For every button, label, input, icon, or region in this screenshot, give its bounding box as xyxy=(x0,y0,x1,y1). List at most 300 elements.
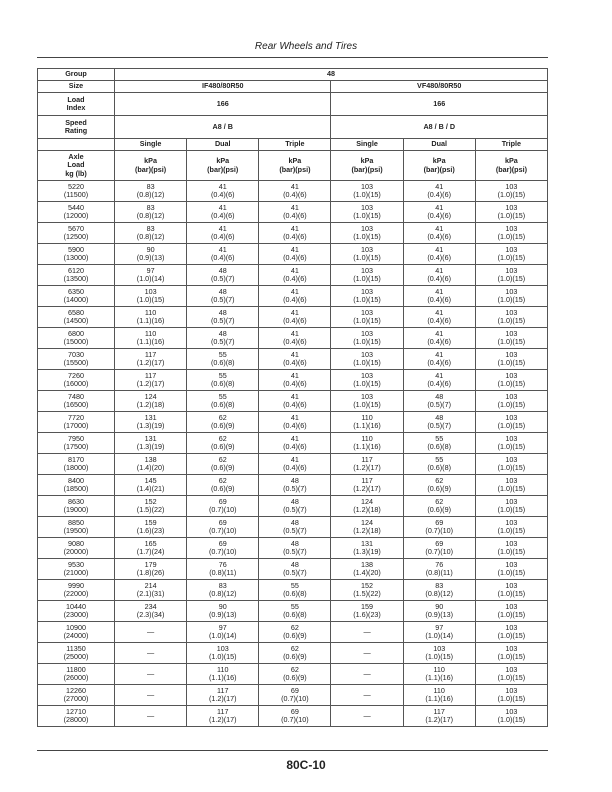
pressure-cell xyxy=(187,328,259,349)
pressure-cell xyxy=(115,517,187,538)
pressure-cell xyxy=(187,349,259,370)
pressure-bar-psi: (0.8)(11) xyxy=(425,568,453,577)
pressure-bar-psi: (2.3)(34) xyxy=(136,610,165,619)
pressure-bar-psi: (0.4)(6) xyxy=(283,337,307,346)
pressure-kpa: 103 xyxy=(361,328,374,338)
pressure-cell xyxy=(259,475,331,496)
pressure-kpa: 69 xyxy=(218,517,227,527)
pressure-bar-psi: (0.4)(6) xyxy=(283,295,307,304)
pressure-kpa: 103 xyxy=(505,244,518,254)
pressure-bar-psi: (0.4)(6) xyxy=(283,442,307,451)
pressure-kpa: 48 xyxy=(290,559,299,569)
pressure-cell xyxy=(259,202,331,223)
axle-load-cell xyxy=(38,286,115,307)
pressure-kpa: 41 xyxy=(435,265,444,275)
pressure-cell xyxy=(331,433,403,454)
pressure-cell xyxy=(475,685,547,706)
pressure-cell xyxy=(115,538,187,559)
pressure-bar-psi: (0.7)(10) xyxy=(425,526,453,535)
table-row xyxy=(38,223,548,244)
pressure-bar-psi: (1.1)(16) xyxy=(136,337,165,346)
pressure-cell xyxy=(187,433,259,454)
pressure-kpa: 97 xyxy=(218,622,227,632)
unit-row xyxy=(38,151,548,181)
pressure-cell xyxy=(259,223,331,244)
pressure-kpa: 41 xyxy=(435,370,444,380)
pressure-cell xyxy=(403,706,475,727)
pressure-kpa: 41 xyxy=(290,265,299,275)
pressure-bar-psi: (1.4)(20) xyxy=(136,463,165,472)
pressure-bar-psi: (0.5)(7) xyxy=(210,316,235,325)
pressure-bar-psi: (1.1)(16) xyxy=(353,442,381,451)
pressure-bar-psi: (1.2)(17) xyxy=(208,694,237,703)
group-label: Group xyxy=(38,69,115,81)
axle-load-cell xyxy=(38,538,115,559)
pressure-cell xyxy=(115,433,187,454)
pressure-kpa: 48 xyxy=(218,328,227,338)
pressure-kpa: 159 xyxy=(144,517,157,527)
axle-load-cell xyxy=(38,265,115,286)
config-header: Dual xyxy=(403,139,475,151)
axle-load-kg: 10440 xyxy=(66,601,86,611)
pressure-kpa: 76 xyxy=(218,559,227,569)
axle-load-kg: 5670 xyxy=(68,223,84,233)
pressure-kpa: 48 xyxy=(435,391,444,401)
pressure-cell xyxy=(259,538,331,559)
pressure-kpa: 41 xyxy=(290,412,299,422)
pressure-bar-psi: (0.6)(9) xyxy=(210,463,235,472)
pressure-kpa: 55 xyxy=(218,349,227,359)
pressure-cell xyxy=(115,559,187,580)
pressure-cell xyxy=(475,601,547,622)
pressure-kpa: 48 xyxy=(290,475,299,485)
pressure-cell xyxy=(115,286,187,307)
pressure-cell xyxy=(187,286,259,307)
pressure-kpa: 48 xyxy=(218,265,227,275)
pressure-bar-psi: (1.0)(15) xyxy=(353,232,381,241)
pressure-kpa: 41 xyxy=(435,349,444,359)
axle-load-cell xyxy=(38,496,115,517)
pressure-bar-psi: (0.6)(9) xyxy=(283,652,307,661)
pressure-cell xyxy=(331,496,403,517)
pressure-kpa: 117 xyxy=(361,454,373,464)
pressure-bar-psi: (0.6)(8) xyxy=(210,358,235,367)
pressure-kpa: 41 xyxy=(290,286,299,296)
pressure-kpa: 117 xyxy=(433,706,445,716)
unit-bar-psi: (bar)(psi) xyxy=(279,164,311,174)
pressure-kpa: 103 xyxy=(505,328,518,338)
pressure-cell xyxy=(331,202,403,223)
pressure-kpa: 103 xyxy=(361,244,374,254)
pressure-bar-psi: (2.1)(31) xyxy=(136,589,165,598)
axle-load-cell xyxy=(38,223,115,244)
pressure-kpa: — xyxy=(363,647,371,657)
pressure-cell xyxy=(331,223,403,244)
pressure-kpa: 103 xyxy=(505,517,518,527)
pressure-bar-psi: (1.5)(22) xyxy=(353,589,381,598)
pressure-cell xyxy=(331,181,403,202)
table-row xyxy=(38,538,548,559)
page-number: 80C-10 xyxy=(286,758,326,772)
axle-load-kg: 5440 xyxy=(68,202,84,212)
pressure-cell xyxy=(115,391,187,412)
axle-load-lb: (18000) xyxy=(63,463,89,472)
pressure-bar-psi: (0.6)(8) xyxy=(427,442,451,451)
pressure-bar-psi: (1.0)(15) xyxy=(497,547,526,556)
pressure-bar-psi: (1.0)(14) xyxy=(136,274,165,283)
pressure-kpa: 83 xyxy=(218,580,227,590)
pressure-kpa: 103 xyxy=(505,538,518,548)
pressure-bar-psi: (0.5)(7) xyxy=(427,421,451,430)
pressure-kpa: — xyxy=(146,647,155,657)
pressure-cell xyxy=(187,475,259,496)
pressure-cell xyxy=(403,475,475,496)
pressure-bar-psi: (1.0)(15) xyxy=(497,484,526,493)
pressure-cell xyxy=(115,454,187,475)
pressure-bar-psi: (0.4)(6) xyxy=(210,211,235,220)
pressure-cell xyxy=(331,601,403,622)
pressure-kpa: 83 xyxy=(146,181,155,191)
pressure-bar-psi: (1.8)(26) xyxy=(136,568,165,577)
pressure-cell xyxy=(187,601,259,622)
unit-header xyxy=(331,151,403,181)
pressure-cell xyxy=(259,580,331,601)
pressure-kpa: 117 xyxy=(361,475,373,485)
pressure-cell xyxy=(475,706,547,727)
pressure-cell xyxy=(475,412,547,433)
pressure-cell xyxy=(475,496,547,517)
pressure-kpa: 48 xyxy=(290,517,299,527)
pressure-cell xyxy=(259,349,331,370)
pressure-cell xyxy=(403,517,475,538)
config-header-blank xyxy=(38,139,115,151)
pressure-kpa: 41 xyxy=(218,244,227,254)
pressure-bar-psi: (0.9)(13) xyxy=(136,253,165,262)
pressure-cell xyxy=(475,370,547,391)
table-row xyxy=(38,622,548,643)
axle-load-kg: 8400 xyxy=(68,475,84,485)
pressure-cell xyxy=(115,265,187,286)
pressure-bar-psi: (1.1)(16) xyxy=(425,673,453,682)
pressure-kpa: 131 xyxy=(144,433,157,443)
axle-load-lb: (24000) xyxy=(63,631,89,640)
pressure-bar-psi: (1.4)(20) xyxy=(353,568,381,577)
pressure-kpa: 83 xyxy=(146,223,155,233)
pressure-bar-psi: (0.7)(10) xyxy=(208,526,237,535)
pressure-cell xyxy=(259,706,331,727)
pressure-kpa: 41 xyxy=(290,202,299,212)
axle-load-label-line2: Load xyxy=(67,160,85,170)
pressure-bar-psi: (1.0)(15) xyxy=(497,295,526,304)
pressure-bar-psi: (0.6)(8) xyxy=(427,463,451,472)
pressure-kpa: 103 xyxy=(361,265,374,275)
config-header: Single xyxy=(331,139,403,151)
pressure-kpa: 103 xyxy=(505,685,518,695)
table-row xyxy=(38,412,548,433)
pressure-cell xyxy=(115,580,187,601)
pressure-kpa: 41 xyxy=(435,307,444,317)
pressure-bar-psi: (0.4)(6) xyxy=(427,337,451,346)
axle-load-kg: 11350 xyxy=(66,643,86,653)
axle-load-lb: (14000) xyxy=(63,295,89,304)
pressure-bar-psi: (1.1)(16) xyxy=(353,421,381,430)
axle-load-kg: 6350 xyxy=(68,286,84,296)
pressure-kpa: 124 xyxy=(361,517,374,527)
pressure-bar-psi: (0.4)(6) xyxy=(283,379,307,388)
pressure-bar-psi: (1.0)(15) xyxy=(497,190,526,199)
pressure-bar-psi: (1.3)(19) xyxy=(136,421,165,430)
pressure-bar-psi: (1.0)(15) xyxy=(353,274,381,283)
pressure-cell xyxy=(187,391,259,412)
pressure-kpa: 41 xyxy=(290,328,299,338)
pressure-kpa: 48 xyxy=(290,538,299,548)
pressure-kpa: 103 xyxy=(505,601,518,611)
axle-load-lb: (14500) xyxy=(63,316,89,325)
pressure-cell xyxy=(403,223,475,244)
pressure-cell xyxy=(331,538,403,559)
axle-load-cell xyxy=(38,433,115,454)
pressure-cell xyxy=(187,664,259,685)
pressure-cell xyxy=(475,286,547,307)
axle-load-lb: (22000) xyxy=(63,589,89,598)
pressure-cell xyxy=(475,643,547,664)
unit-kpa: kPa xyxy=(144,156,157,166)
pressure-kpa: 55 xyxy=(290,580,299,590)
pressure-cell xyxy=(259,664,331,685)
pressure-cell xyxy=(331,559,403,580)
pressure-cell xyxy=(331,412,403,433)
pressure-cell xyxy=(115,622,187,643)
axle-load-lb: (12000) xyxy=(63,211,89,220)
pressure-bar-psi: (0.6)(9) xyxy=(427,484,451,493)
pressure-bar-psi: (1.0)(15) xyxy=(497,568,526,577)
axle-load-lb: (25000) xyxy=(63,652,89,661)
pressure-bar-psi: (0.6)(9) xyxy=(210,421,235,430)
pressure-cell xyxy=(475,433,547,454)
axle-load-cell xyxy=(38,601,115,622)
pressure-bar-psi: (1.0)(15) xyxy=(497,379,526,388)
pressure-kpa: 117 xyxy=(144,370,157,380)
pressure-cell xyxy=(475,454,547,475)
pressure-kpa: 41 xyxy=(218,202,227,212)
pressure-cell xyxy=(403,685,475,706)
pressure-cell xyxy=(115,706,187,727)
pressure-kpa: 48 xyxy=(218,307,227,317)
pressure-cell xyxy=(403,643,475,664)
pressure-kpa: 145 xyxy=(144,475,157,485)
pressure-cell xyxy=(259,685,331,706)
pressure-kpa: — xyxy=(146,668,155,678)
pressure-kpa: 103 xyxy=(505,664,518,674)
pressure-cell xyxy=(187,685,259,706)
axle-load-lb: (16500) xyxy=(63,400,89,409)
group-value: 48 xyxy=(115,69,548,81)
pressure-kpa: 138 xyxy=(361,559,374,569)
pressure-cell xyxy=(259,391,331,412)
pressure-bar-psi: (1.2)(18) xyxy=(136,400,165,409)
axle-load-cell xyxy=(38,202,115,223)
axle-load-lb: (17000) xyxy=(63,421,89,430)
pressure-cell xyxy=(475,664,547,685)
axle-load-kg: 9080 xyxy=(68,538,84,548)
axle-load-lb: (23000) xyxy=(63,610,89,619)
pressure-cell xyxy=(187,202,259,223)
pressure-cell xyxy=(403,328,475,349)
pressure-cell xyxy=(331,664,403,685)
pressure-kpa: 41 xyxy=(290,433,299,443)
pressure-kpa: 97 xyxy=(146,265,155,275)
axle-load-kg: 5220 xyxy=(68,181,84,191)
pressure-kpa: 103 xyxy=(505,181,518,191)
axle-load-lb: (16000) xyxy=(63,379,89,388)
pressure-bar-psi: (0.4)(6) xyxy=(283,421,307,430)
load-index-if: 166 xyxy=(115,93,331,116)
pressure-bar-psi: (0.5)(7) xyxy=(283,568,307,577)
axle-load-label-line1: Axle xyxy=(68,152,84,162)
pressure-kpa: 110 xyxy=(361,433,373,443)
tire-pressure-table xyxy=(37,68,548,727)
pressure-cell xyxy=(403,433,475,454)
pressure-kpa: 117 xyxy=(217,685,229,695)
pressure-kpa: 41 xyxy=(290,181,299,191)
table-row xyxy=(38,685,548,706)
pressure-kpa: 48 xyxy=(218,286,227,296)
config-header: Triple xyxy=(475,139,547,151)
pressure-kpa: 117 xyxy=(144,349,157,359)
pressure-bar-psi: (0.6)(9) xyxy=(283,631,307,640)
pressure-cell xyxy=(187,517,259,538)
pressure-bar-psi: (1.0)(15) xyxy=(497,232,526,241)
pressure-cell xyxy=(115,307,187,328)
pressure-kpa: 103 xyxy=(505,202,518,212)
unit-bar-psi: (bar)(psi) xyxy=(207,164,239,174)
pressure-cell xyxy=(403,391,475,412)
pressure-bar-psi: (0.5)(7) xyxy=(210,337,235,346)
pressure-bar-psi: (0.4)(6) xyxy=(210,253,235,262)
pressure-bar-psi: (0.4)(6) xyxy=(427,253,451,262)
unit-kpa: kPa xyxy=(360,156,374,166)
pressure-cell xyxy=(259,370,331,391)
pressure-kpa: 69 xyxy=(218,538,227,548)
table-row xyxy=(38,349,548,370)
axle-load-kg: 5900 xyxy=(68,244,84,254)
pressure-kpa: 103 xyxy=(216,643,229,653)
pressure-kpa: 41 xyxy=(290,223,299,233)
config-header-row xyxy=(38,139,548,151)
pressure-kpa: — xyxy=(363,668,371,678)
pressure-cell xyxy=(259,517,331,538)
pressure-bar-psi: (1.2)(17) xyxy=(136,358,165,367)
table-row xyxy=(38,202,548,223)
table-row xyxy=(38,664,548,685)
unit-header xyxy=(187,151,259,181)
pressure-kpa: — xyxy=(363,710,371,720)
pressure-cell xyxy=(475,181,547,202)
pressure-kpa: 62 xyxy=(218,433,227,443)
pressure-cell xyxy=(403,349,475,370)
axle-load-cell xyxy=(38,517,115,538)
axle-load-lb: (13000) xyxy=(63,253,89,262)
pressure-kpa: 103 xyxy=(505,475,518,485)
axle-load-cell xyxy=(38,412,115,433)
pressure-bar-psi: (1.0)(15) xyxy=(497,421,526,430)
unit-kpa: kPa xyxy=(432,156,446,166)
axle-load-lb: (19000) xyxy=(63,505,89,514)
pressure-kpa: 131 xyxy=(361,538,374,548)
pressure-bar-psi: (1.0)(15) xyxy=(353,337,381,346)
pressure-bar-psi: (0.4)(6) xyxy=(283,358,307,367)
axle-load-cell xyxy=(38,181,115,202)
pressure-kpa: 41 xyxy=(435,244,444,254)
pressure-kpa: 69 xyxy=(435,538,444,548)
pressure-kpa: 41 xyxy=(435,223,444,233)
pressure-kpa: 62 xyxy=(290,622,299,632)
pressure-cell xyxy=(115,412,187,433)
unit-header xyxy=(259,151,331,181)
pressure-kpa: 90 xyxy=(435,601,444,611)
pressure-cell xyxy=(331,349,403,370)
pressure-cell xyxy=(259,454,331,475)
pressure-kpa: 41 xyxy=(290,370,299,380)
pressure-cell xyxy=(331,685,403,706)
pressure-kpa: 41 xyxy=(290,307,299,317)
pressure-cell xyxy=(331,643,403,664)
pressure-kpa: 69 xyxy=(290,685,299,695)
pressure-bar-psi: (0.4)(6) xyxy=(283,211,307,220)
axle-load-kg: 9990 xyxy=(68,580,84,590)
pressure-cell xyxy=(403,307,475,328)
pressure-bar-psi: (1.5)(22) xyxy=(136,505,165,514)
axle-load-lb: (21000) xyxy=(63,568,89,577)
axle-load-kg: 10900 xyxy=(66,622,86,632)
pressure-bar-psi: (1.0)(15) xyxy=(353,358,381,367)
pressure-bar-psi: (1.0)(15) xyxy=(497,631,526,640)
pressure-cell xyxy=(331,391,403,412)
pressure-bar-psi: (1.0)(15) xyxy=(497,400,526,409)
axle-load-lb: (26000) xyxy=(63,673,89,682)
axle-load-lb: (27000) xyxy=(63,694,89,703)
pressure-kpa: 103 xyxy=(361,349,374,359)
axle-load-cell xyxy=(38,307,115,328)
pressure-cell xyxy=(475,307,547,328)
pressure-kpa: 234 xyxy=(144,601,157,611)
pressure-kpa: 41 xyxy=(290,454,299,464)
axle-load-cell xyxy=(38,559,115,580)
pressure-kpa: 62 xyxy=(435,496,444,506)
pressure-bar-psi: (1.0)(15) xyxy=(353,253,381,262)
pressure-cell xyxy=(475,328,547,349)
axle-load-lb: (19500) xyxy=(63,526,89,535)
pressure-kpa: 110 xyxy=(361,412,373,422)
pressure-bar-psi: (0.4)(6) xyxy=(427,211,451,220)
pressure-cell xyxy=(187,244,259,265)
pressure-cell xyxy=(115,685,187,706)
pressure-kpa: 117 xyxy=(217,706,229,716)
pressure-bar-psi: (0.9)(13) xyxy=(208,610,237,619)
pressure-cell xyxy=(475,349,547,370)
pressure-bar-psi: (1.0)(15) xyxy=(497,526,526,535)
axle-load-kg: 8170 xyxy=(68,454,84,464)
pressure-cell xyxy=(259,286,331,307)
pressure-kpa: 83 xyxy=(146,202,155,212)
table-row xyxy=(38,496,548,517)
axle-load-lb: (17500) xyxy=(63,442,89,451)
axle-load-lb: (18500) xyxy=(63,484,89,493)
pressure-kpa: 103 xyxy=(505,580,518,590)
unit-bar-psi: (bar)(psi) xyxy=(351,164,383,174)
pressure-bar-psi: (0.4)(6) xyxy=(283,400,307,409)
axle-load-kg: 7720 xyxy=(68,412,84,422)
